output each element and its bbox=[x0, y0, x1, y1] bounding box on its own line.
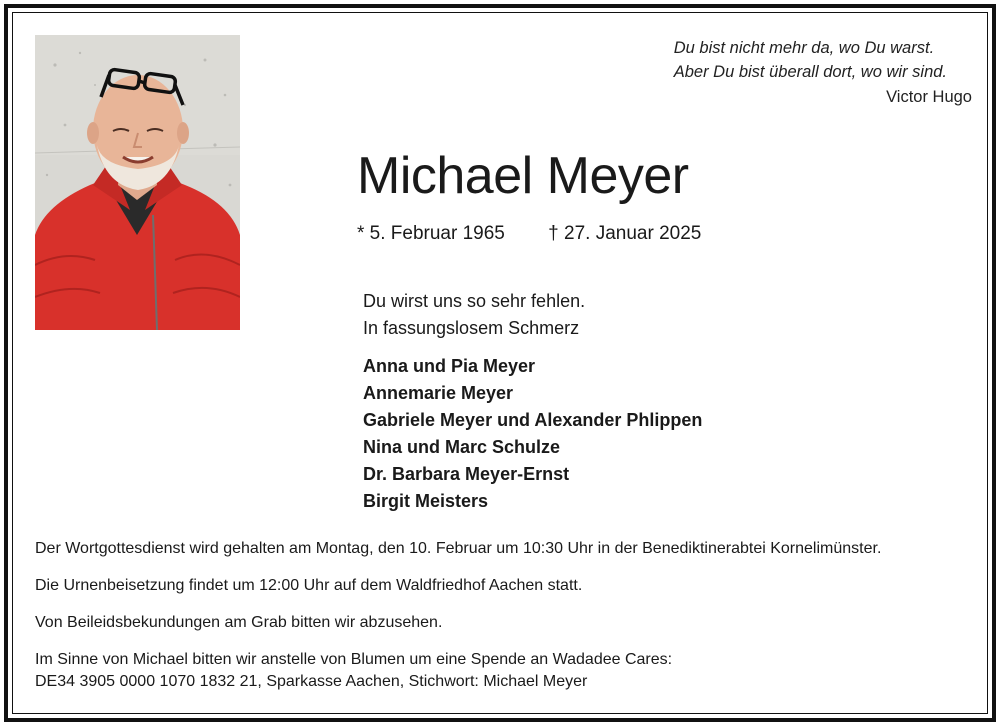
donation-notice bbox=[35, 649, 975, 693]
life-dates bbox=[357, 223, 701, 245]
mourners-list bbox=[363, 353, 702, 515]
portrait-photo bbox=[35, 35, 240, 330]
farewell-text bbox=[363, 288, 585, 342]
mourner-item: Annemarie Meyer bbox=[363, 383, 514, 403]
quote-line-1: Du bist nicht mehr da, wo Du warst. bbox=[673, 39, 935, 57]
mourner-item: Dr. Barbara Meyer-Ernst bbox=[363, 464, 570, 484]
mourner-item: Birgit Meisters bbox=[363, 491, 489, 511]
mourner-item: Anna und Pia Meyer bbox=[363, 356, 536, 376]
burial-notice: Die Urnenbeisetzung findet um 12:00 Uhr auf dem Waldfriedhof Aachen statt. bbox=[35, 577, 583, 594]
death-date: † 27. Januar 2025 bbox=[548, 223, 702, 244]
deceased-name: Michael Meyer bbox=[357, 147, 689, 205]
quote-author: Victor Hugo bbox=[886, 88, 972, 106]
donation-line-2: DE34 3905 0000 1070 1832 21, Sparkasse Aachen, Stichwort: Michael Meyer bbox=[35, 673, 588, 690]
funeral-notices bbox=[35, 538, 975, 708]
farewell-line-2: In fassungslosem Schmerz bbox=[363, 318, 580, 338]
condolence-notice: Von Beileidsbekundungen am Grab bitten wir abzusehen. bbox=[35, 614, 443, 631]
epigraph-quote bbox=[674, 36, 947, 84]
donation-line-1: Im Sinne von Michael bitten wir anstelle von Blumen um eine Spende an Wadadee Cares: bbox=[35, 651, 673, 668]
quote-line-2: Aber Du bist überall dort, wo wir sind. bbox=[673, 63, 947, 81]
notice-frame bbox=[4, 4, 996, 722]
service-notice: Der Wortgottesdienst wird gehalten am Montag, den 10. Februar um 10:30 Uhr in der Benediktinerabtei Kornelimünster. bbox=[35, 540, 882, 557]
mourner-item: Gabriele Meyer und Alexander Phlippen bbox=[363, 410, 703, 430]
farewell-line-1: Du wirst uns so sehr fehlen. bbox=[363, 291, 586, 311]
birth-date: * 5. Februar 1965 bbox=[357, 223, 505, 244]
mourner-item: Nina und Marc Schulze bbox=[363, 437, 561, 457]
